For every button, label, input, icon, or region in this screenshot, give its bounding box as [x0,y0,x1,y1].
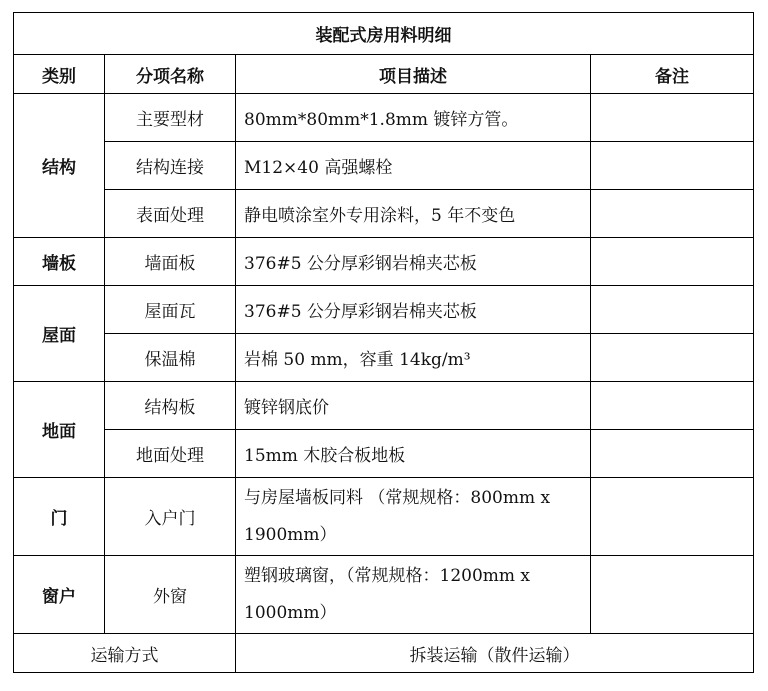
header-description: 项目描述 [236,55,591,94]
category-cell: 门 [14,478,105,556]
description-cell: 岩棉 50 mm，容重 14kg/m³ [236,334,591,382]
remarks-cell [591,94,754,142]
table-row [14,94,754,142]
description-cell: 塑钢玻璃窗，（常规规格：1200mm x 1000mm） [236,556,591,634]
remarks-cell [591,430,754,478]
category-cell: 地面 [14,382,105,478]
item-cell: 结构板 [105,382,236,430]
category-cell: 窗户 [14,556,105,634]
description-cell: 15mm 木胶合板地板 [236,430,591,478]
description-cell: 静电喷涂室外专用涂料，5 年不变色 [236,190,591,238]
item-cell: 墙面板 [105,238,236,286]
table-row [14,382,754,430]
description-cell: 376#5 公分厚彩钢岩棉夹芯板 [236,238,591,286]
remarks-cell [591,382,754,430]
header-item: 分项名称 [105,55,236,94]
table-title: 装配式房用料明细 [14,13,754,55]
table-row [14,238,754,286]
item-cell: 地面处理 [105,430,236,478]
item-cell: 外窗 [105,556,236,634]
transport-value: 拆装运输（散件运输） [236,634,754,673]
table-row [14,334,754,382]
category-cell: 屋面 [14,286,105,382]
description-cell: 80mm*80mm*1.8mm 镀锌方管。 [236,94,591,142]
remarks-cell [591,286,754,334]
remarks-cell [591,556,754,634]
category-cell: 结构 [14,94,105,238]
remarks-cell [591,238,754,286]
item-cell: 屋面瓦 [105,286,236,334]
description-cell: 镀锌钢底价 [236,382,591,430]
description-cell: M12×40 高强螺栓 [236,142,591,190]
table-row [14,142,754,190]
table-row [14,430,754,478]
item-cell: 表面处理 [105,190,236,238]
remarks-cell [591,478,754,556]
table-row [14,556,754,634]
item-cell: 入户门 [105,478,236,556]
material-spec-table [13,12,754,673]
remarks-cell [591,334,754,382]
header-category: 类别 [14,55,105,94]
item-cell: 结构连接 [105,142,236,190]
item-cell: 保温棉 [105,334,236,382]
table-row [14,190,754,238]
description-cell: 376#5 公分厚彩钢岩棉夹芯板 [236,286,591,334]
category-cell: 墙板 [14,238,105,286]
header-remarks: 备注 [591,55,754,94]
remarks-cell [591,142,754,190]
description-cell: 与房屋墙板同料 （常规规格：800mm x 1900mm） [236,478,591,556]
remarks-cell [591,190,754,238]
transport-label: 运输方式 [14,634,236,673]
item-cell: 主要型材 [105,94,236,142]
table-row [14,478,754,556]
table-row [14,286,754,334]
